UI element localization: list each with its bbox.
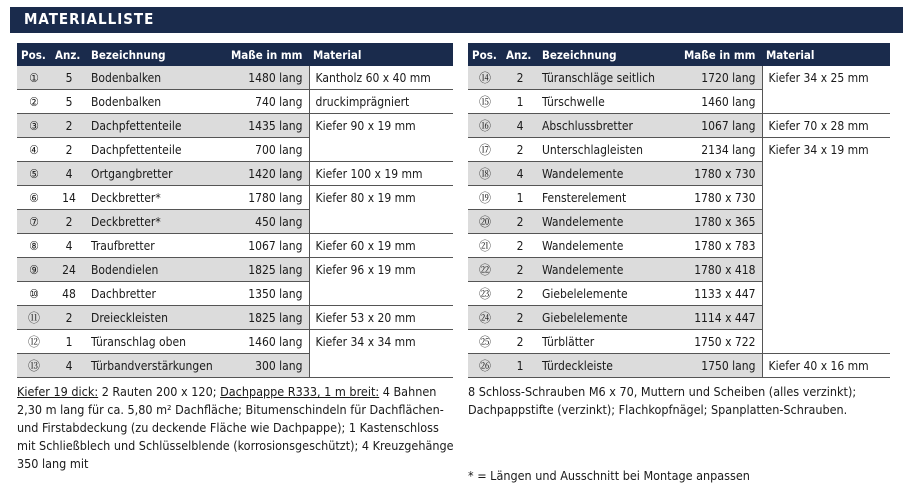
bezeichnung-cell: Türanschläge seitlich	[538, 66, 680, 90]
pos-cell: ⑤	[17, 162, 51, 186]
anz-cell: 4	[502, 162, 538, 186]
bezeichnung-cell: Deckbretter*	[87, 210, 227, 234]
material-cell: druckimprägniert	[309, 90, 453, 114]
table-header-row	[468, 43, 890, 66]
pos-cell: ⑧	[17, 234, 51, 258]
footer-underline-2: Dachpappe R333, 1 m breit:	[220, 384, 380, 399]
table-header-row	[17, 43, 453, 66]
material-cell: Kiefer 70 x 28 mm	[762, 114, 890, 138]
bezeichnung-cell: Wandelemente	[538, 258, 680, 282]
anz-cell: 2	[502, 282, 538, 306]
bezeichnung-cell: Türbandverstärkungen	[87, 354, 227, 378]
anz-cell: 4	[51, 234, 87, 258]
table-row	[17, 114, 453, 138]
bezeichnung-cell: Deckbretter*	[87, 186, 227, 210]
masse-cell: 1780 lang	[227, 186, 309, 210]
pos-cell: ㉕	[468, 330, 502, 354]
material-cell	[309, 354, 453, 378]
bezeichnung-cell: Dachbretter	[87, 282, 227, 306]
footer-text-right: 8 Schloss-Schrauben M6 x 70, Muttern und Scheiben (alles verzinkt); Dachpappstifte (verzinkt); Flachkopfnägel; Spanplatten-Schrauben.	[468, 384, 857, 417]
masse-cell: 1780 x 730	[680, 186, 762, 210]
table-row	[468, 330, 890, 354]
material-cell	[309, 138, 453, 162]
masse-cell: 1350 lang	[227, 282, 309, 306]
pos-cell: ⑦	[17, 210, 51, 234]
table-row	[17, 186, 453, 210]
anz-cell: 24	[51, 258, 87, 282]
masse-cell: 1780 x 418	[680, 258, 762, 282]
anz-cell: 5	[51, 90, 87, 114]
anz-cell: 2	[502, 138, 538, 162]
pos-cell: ㉖	[468, 354, 502, 378]
table-row	[468, 354, 890, 378]
table-row	[468, 138, 890, 162]
masse-cell: 1420 lang	[227, 162, 309, 186]
anz-cell: 2	[502, 330, 538, 354]
bezeichnung-cell: Dachpfettenteile	[87, 138, 227, 162]
material-cell	[762, 258, 890, 282]
material-cell: Kiefer 90 x 19 mm	[309, 114, 453, 138]
masse-cell: 1825 lang	[227, 258, 309, 282]
footer-underline-1: Kiefer 19 dick:	[17, 384, 99, 399]
pos-cell: ⑯	[468, 114, 502, 138]
pos-cell: ③	[17, 114, 51, 138]
material-cell	[762, 234, 890, 258]
material-cell: Kiefer 34 x 19 mm	[762, 138, 890, 162]
material-cell: Kiefer 100 x 19 mm	[309, 162, 453, 186]
bezeichnung-cell: Unterschlagleisten	[538, 138, 680, 162]
masse-cell: 1780 x 783	[680, 234, 762, 258]
anz-cell: 4	[51, 162, 87, 186]
anz-cell: 4	[51, 354, 87, 378]
anz-cell: 2	[51, 306, 87, 330]
anz-cell: 1	[502, 90, 538, 114]
bezeichnung-cell: Wandelemente	[538, 162, 680, 186]
pos-cell: ⑱	[468, 162, 502, 186]
bezeichnung-cell: Traufbretter	[87, 234, 227, 258]
masse-cell: 1435 lang	[227, 114, 309, 138]
anz-cell: 2	[51, 138, 87, 162]
anz-cell: 2	[502, 210, 538, 234]
pos-cell: ⑰	[468, 138, 502, 162]
table-row	[17, 234, 453, 258]
pos-cell: ①	[17, 66, 51, 90]
bezeichnung-cell: Dreieckleisten	[87, 306, 227, 330]
material-cell	[309, 282, 453, 306]
pos-cell: ㉔	[468, 306, 502, 330]
pos-cell: ⑫	[17, 330, 51, 354]
material-cell: Kiefer 53 x 20 mm	[309, 306, 453, 330]
pos-cell: ⑪	[17, 306, 51, 330]
footer-text-1: 2 Rauten 200 x 120;	[98, 384, 221, 399]
page-title: MATERIALLISTE	[24, 10, 155, 28]
col-bezeichnung: Bezeichnung	[538, 43, 680, 66]
bezeichnung-cell: Ortgangbretter	[87, 162, 227, 186]
material-cell	[309, 210, 453, 234]
masse-cell: 1114 x 447	[680, 306, 762, 330]
bezeichnung-cell: Dachpfettenteile	[87, 114, 227, 138]
table-row	[17, 258, 453, 282]
bezeichnung-cell: Giebelelemente	[538, 282, 680, 306]
pos-cell: ㉒	[468, 258, 502, 282]
table-row	[17, 306, 453, 330]
col-pos: Pos.	[17, 43, 51, 66]
col-bezeichnung: Bezeichnung	[87, 43, 227, 66]
anz-cell: 1	[51, 330, 87, 354]
anz-cell: 14	[51, 186, 87, 210]
table-row	[17, 354, 453, 378]
material-cell	[762, 90, 890, 114]
footer-text-2: 4 Bahnen 2,30 m lang für ca. 5,80 m² Dachfläche; Bitumenschindeln für Dachflächen- und Firstabdeckung (zu deckende Fläche wie Dachpappe); 1 Kastenschloss mit Schließblech und Schlüsselblende (korrosionsgeschützt); 4 Kreuzgehänge 350 lang mit	[17, 384, 454, 471]
col-pos: Pos.	[468, 43, 502, 66]
masse-cell: 300 lang	[227, 354, 309, 378]
masse-cell: 1067 lang	[680, 114, 762, 138]
material-cell: Kiefer 96 x 19 mm	[309, 258, 453, 282]
anz-cell: 2	[51, 114, 87, 138]
material-cell	[762, 306, 890, 330]
table-row	[17, 282, 453, 306]
bezeichnung-cell: Bodenbalken	[87, 90, 227, 114]
table-row	[468, 210, 890, 234]
col-material: Material	[309, 43, 453, 66]
bezeichnung-cell: Türblätter	[538, 330, 680, 354]
material-cell	[762, 330, 890, 354]
masse-cell: 1133 x 447	[680, 282, 762, 306]
material-cell	[762, 210, 890, 234]
masse-cell: 1750 x 722	[680, 330, 762, 354]
masse-cell: 2134 lang	[680, 138, 762, 162]
pos-cell: ⑥	[17, 186, 51, 210]
masse-cell: 1460 lang	[227, 330, 309, 354]
masse-cell: 1780 x 365	[680, 210, 762, 234]
pos-cell: ⑳	[468, 210, 502, 234]
material-cell	[762, 282, 890, 306]
table-row	[17, 210, 453, 234]
anz-cell: 2	[51, 210, 87, 234]
pos-cell: ④	[17, 138, 51, 162]
material-table-right	[468, 43, 890, 378]
col-anz: Anz.	[51, 43, 87, 66]
table-row	[17, 330, 453, 354]
material-cell: Kiefer 80 x 19 mm	[309, 186, 453, 210]
header-bar	[10, 7, 903, 33]
table-row	[468, 282, 890, 306]
anz-cell: 2	[502, 258, 538, 282]
pos-cell: ⑨	[17, 258, 51, 282]
col-masse: Maße in mm	[227, 43, 309, 66]
col-material: Material	[762, 43, 890, 66]
material-cell	[762, 162, 890, 186]
table-row	[468, 186, 890, 210]
material-cell: Kiefer 34 x 34 mm	[309, 330, 453, 354]
pos-cell: ㉓	[468, 282, 502, 306]
material-cell: Kantholz 60 x 40 mm	[309, 66, 453, 90]
material-cell: Kiefer 34 x 25 mm	[762, 66, 890, 90]
table-row	[468, 234, 890, 258]
anz-cell: 4	[502, 114, 538, 138]
col-masse: Maße in mm	[680, 43, 762, 66]
pos-cell: ⑲	[468, 186, 502, 210]
bezeichnung-cell: Bodendielen	[87, 258, 227, 282]
anz-cell: 1	[502, 354, 538, 378]
anz-cell: 2	[502, 234, 538, 258]
table-row	[468, 114, 890, 138]
table-row	[468, 258, 890, 282]
bezeichnung-cell: Fensterelement	[538, 186, 680, 210]
masse-cell: 1780 x 730	[680, 162, 762, 186]
masse-cell: 1720 lang	[680, 66, 762, 90]
pos-cell: ⑮	[468, 90, 502, 114]
anz-cell: 5	[51, 66, 87, 90]
masse-cell: 1480 lang	[227, 66, 309, 90]
col-anz: Anz.	[502, 43, 538, 66]
table-row	[17, 138, 453, 162]
material-cell: Kiefer 40 x 16 mm	[762, 354, 890, 378]
footer-text-left	[17, 383, 457, 473]
masse-cell: 1825 lang	[227, 306, 309, 330]
masse-cell: 1750 lang	[680, 354, 762, 378]
material-cell	[762, 186, 890, 210]
pos-cell: ②	[17, 90, 51, 114]
anz-cell: 2	[502, 66, 538, 90]
bezeichnung-cell: Wandelemente	[538, 210, 680, 234]
masse-cell: 1067 lang	[227, 234, 309, 258]
masse-cell: 450 lang	[227, 210, 309, 234]
pos-cell: ⑭	[468, 66, 502, 90]
bezeichnung-cell: Bodenbalken	[87, 66, 227, 90]
table-row	[468, 306, 890, 330]
table-row	[468, 90, 890, 114]
bezeichnung-cell: Giebelelemente	[538, 306, 680, 330]
anz-cell: 48	[51, 282, 87, 306]
masse-cell: 740 lang	[227, 90, 309, 114]
footnote: * = Längen und Ausschnitt bei Montage anpassen	[468, 468, 750, 483]
pos-cell: ㉑	[468, 234, 502, 258]
material-cell: Kiefer 60 x 19 mm	[309, 234, 453, 258]
bezeichnung-cell: Wandelemente	[538, 234, 680, 258]
material-table-left	[17, 43, 453, 378]
masse-cell: 700 lang	[227, 138, 309, 162]
anz-cell: 1	[502, 186, 538, 210]
bezeichnung-cell: Türanschlag oben	[87, 330, 227, 354]
bezeichnung-cell: Abschlussbretter	[538, 114, 680, 138]
pos-cell: ⑬	[17, 354, 51, 378]
anz-cell: 2	[502, 306, 538, 330]
masse-cell: 1460 lang	[680, 90, 762, 114]
table-row	[468, 162, 890, 186]
table-row	[17, 90, 453, 114]
table-row	[468, 66, 890, 90]
bezeichnung-cell: Türdeckleiste	[538, 354, 680, 378]
bezeichnung-cell: Türschwelle	[538, 90, 680, 114]
table-row	[17, 66, 453, 90]
pos-cell: ⑩	[17, 282, 51, 306]
table-row	[17, 162, 453, 186]
